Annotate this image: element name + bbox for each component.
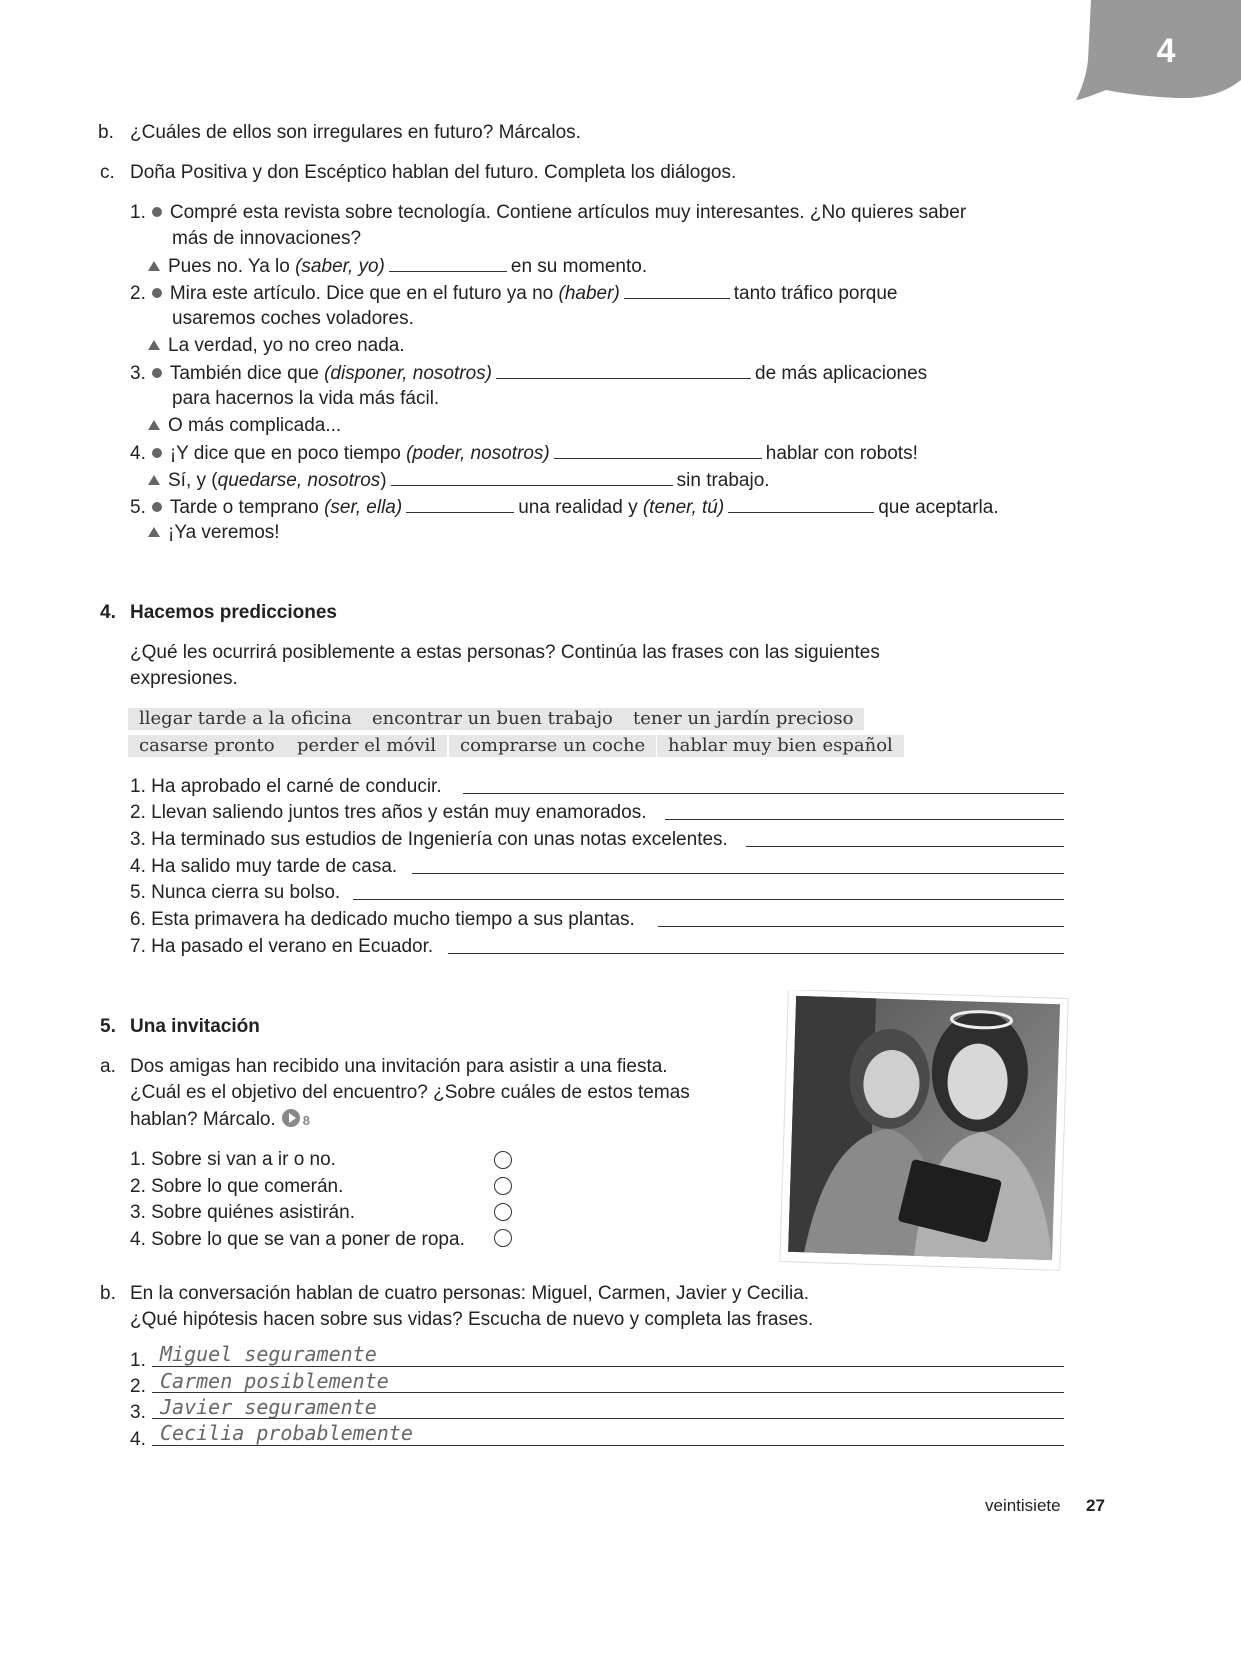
triangle-icon [148, 340, 160, 350]
bullet-icon [152, 502, 162, 512]
dialogue-4-reply: Sí, y (quedarse, nosotros) sin trabajo. [142, 467, 770, 494]
answer-blank[interactable] [391, 467, 673, 486]
answer-blank[interactable] [406, 494, 514, 513]
handwritten-answer: Miguel seguramente [160, 1342, 377, 1366]
ex4-instruction: ¿Qué les ocurrirá posiblemente a estas personas? Continúa las frases con las siguientes [130, 642, 880, 663]
answer-blank[interactable] [624, 280, 730, 299]
ex3-b-text: ¿Cuáles de ellos son irregulares en futuro? Márcalos. [130, 122, 581, 143]
ex4-number: 4. [100, 602, 116, 623]
answer-line[interactable] [152, 1418, 1064, 1419]
dialogue-2-cont: usaremos coches voladores. [172, 308, 414, 329]
ex5-a-text-2: ¿Cuál es el objetivo del encuentro? ¿Sobre cuáles de estos temas [130, 1082, 690, 1103]
answer-line[interactable] [448, 953, 1064, 954]
answer-line[interactable] [152, 1392, 1064, 1393]
unit-number: 4 [1156, 32, 1176, 70]
answer-line[interactable] [353, 899, 1064, 900]
ex4-item: 6. Esta primavera ha dedicado mucho tiempo a sus plantas. [130, 909, 635, 930]
ex5-b-text-2: ¿Qué hipótesis hacen sobre sus vidas? Escucha de nuevo y completa las frases. [130, 1309, 814, 1330]
option-checkbox[interactable] [494, 1177, 512, 1195]
answer-blank[interactable] [728, 494, 874, 513]
dialogue-1-cont: más de innovaciones? [172, 228, 362, 249]
triangle-icon [148, 261, 160, 271]
answer-line[interactable] [746, 846, 1064, 847]
dialogue-2: 2. Mira este artículo. Dice que en el futuro ya no (haber) tanto tráfico porque [130, 280, 897, 307]
ex4-item: 3. Ha terminado sus estudios de Ingeniería con unas notas excelentes. [130, 829, 728, 850]
answer-blank[interactable] [496, 360, 751, 379]
handwritten-answer: Cecilia probablemente [160, 1421, 413, 1445]
ex4-title: Hacemos predicciones [130, 602, 337, 623]
ex4-item: 4. Ha salido muy tarde de casa. [130, 856, 398, 877]
ex5-title: Una invitación [130, 1016, 260, 1037]
ex5-number: 5. [100, 1016, 116, 1037]
ex5-b-letter: b. [100, 1283, 116, 1304]
handwritten-answer: Javier seguramente [160, 1395, 377, 1419]
answer-line[interactable] [463, 793, 1064, 794]
expression-chip: comprarse un coche [449, 735, 656, 757]
ex3-c-text: Doña Positiva y don Escéptico hablan del futuro. Completa los diálogos. [130, 162, 737, 183]
friends-tablet-photo [778, 990, 1070, 1272]
dialogue-3-cont: para hacernos la vida más fácil. [172, 388, 440, 409]
answer-line[interactable] [658, 926, 1064, 927]
answer-blank[interactable] [389, 253, 507, 272]
answer-line[interactable] [412, 873, 1064, 874]
expression-chip: casarse pronto [128, 735, 286, 757]
ex5-b-text: En la conversación hablan de cuatro personas: Miguel, Carmen, Javier y Cecilia. [130, 1283, 810, 1304]
audio-play-icon[interactable] [282, 1109, 300, 1127]
dialogue-3: 3. También dice que (disponer, nosotros) de más aplicaciones [130, 360, 927, 387]
expression-chip: tener un jardín precioso [622, 708, 864, 730]
ex5-option: 3. Sobre quiénes asistirán. [130, 1202, 355, 1223]
answer-blank[interactable] [554, 440, 762, 459]
page-number: 27 [1086, 1496, 1105, 1515]
answer-line[interactable] [665, 819, 1064, 820]
dialogue-2-reply: La verdad, yo no creo nada. [142, 333, 405, 359]
ex5-a-text: Dos amigas han recibido una invitación para asistir a una fiesta. [130, 1056, 668, 1077]
dialogue-1: 1. Compré esta revista sobre tecnología. Contiene artículos muy interesantes. ¿No quieres saber [130, 202, 967, 223]
handwritten-answer: Carmen posiblemente [160, 1369, 389, 1393]
dialogue-5-reply: ¡Ya veremos! [142, 520, 280, 546]
bullet-icon [152, 207, 162, 217]
dialogue-4: 4. ¡Y dice que en poco tiempo (poder, nosotros) hablar con robots! [130, 440, 918, 467]
expression-chip: encontrar un buen trabajo [361, 708, 624, 730]
ex4-item: 2. Llevan saliendo juntos tres años y están muy enamorados. [130, 802, 647, 823]
answer-number: 1. [130, 1350, 146, 1371]
answer-number: 4. [130, 1429, 146, 1450]
page-word: veintisiete [985, 1496, 1061, 1515]
ex4-item: 1. Ha aprobado el carné de conducir. [130, 776, 442, 797]
ex3-c-letter: c. [100, 162, 115, 183]
ex5-option: 2. Sobre lo que comerán. [130, 1176, 344, 1197]
answer-line[interactable] [152, 1445, 1064, 1446]
bullet-icon [152, 288, 162, 298]
expression-chip: hablar muy bien español [657, 735, 904, 757]
ex5-option: 1. Sobre si van a ir o no. [130, 1149, 336, 1170]
answer-number: 3. [130, 1402, 146, 1423]
dialogue-1-reply: Pues no. Ya lo (saber, yo) en su momento. [142, 253, 647, 280]
answer-number: 2. [130, 1376, 146, 1397]
triangle-icon [148, 475, 160, 485]
triangle-icon [148, 527, 160, 537]
bullet-icon [152, 448, 162, 458]
ex3-b-letter: b. [98, 122, 114, 143]
option-checkbox[interactable] [494, 1151, 512, 1169]
ex4-item: 5. Nunca cierra su bolso. [130, 882, 341, 903]
ex4-instruction-cont: expresiones. [130, 668, 238, 689]
expression-chip: perder el móvil [286, 735, 447, 757]
audio-track-number: 8 [302, 1113, 310, 1128]
ex4-item: 7. Ha pasado el verano en Ecuador. [130, 936, 434, 957]
option-checkbox[interactable] [494, 1203, 512, 1221]
ex5-a-text-3: hablan? Márcalo. 8 [130, 1109, 310, 1130]
ex5-option: 4. Sobre lo que se van a poner de ropa. [130, 1229, 465, 1250]
unit-badge [1076, 0, 1241, 100]
dialogue-3-reply: O más complicada... [142, 413, 341, 439]
triangle-icon [148, 420, 160, 430]
expression-chip: llegar tarde a la oficina [128, 708, 363, 730]
option-checkbox[interactable] [494, 1229, 512, 1247]
dialogue-5: 5. Tarde o temprano (ser, ella) una realidad y (tener, tú) que aceptarla. [130, 494, 999, 521]
ex5-a-letter: a. [100, 1056, 116, 1077]
bullet-icon [152, 368, 162, 378]
answer-line[interactable] [152, 1366, 1064, 1367]
